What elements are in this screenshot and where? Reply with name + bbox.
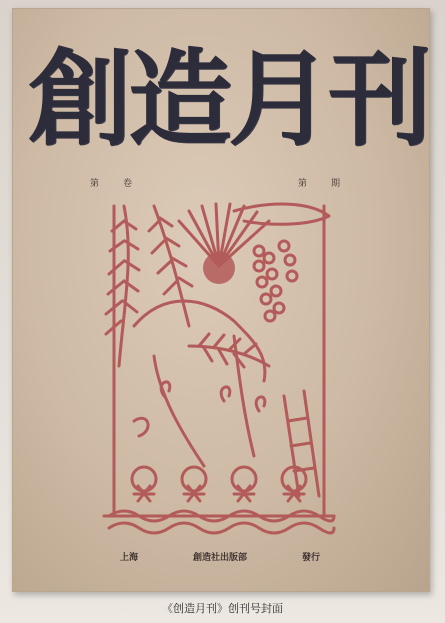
willow-branch-icon: [106, 206, 192, 366]
basket-rim: [234, 204, 329, 224]
wave-line-2: [109, 523, 334, 533]
issue-suffix: 期: [330, 179, 340, 189]
ladder-icon: [284, 391, 319, 496]
image-caption: 《创造月刊》创刊号封面: [162, 602, 283, 615]
magazine-cover: [12, 8, 430, 592]
title-char-2: 造: [128, 37, 229, 160]
hill-shape: [134, 301, 265, 381]
woodcut-illustration: [94, 196, 344, 541]
volume-suffix: 卷: [123, 179, 133, 189]
sun-icon: [203, 252, 235, 284]
issue-prefix: 第: [297, 179, 307, 189]
footer-issue: 發行: [301, 552, 320, 563]
figure-outline: [154, 336, 254, 466]
title-char-3: 月: [228, 37, 329, 160]
title-char-1: 創: [28, 37, 129, 160]
grapes-icon: [254, 241, 297, 321]
issue-label: [298, 176, 340, 192]
footer-publisher: 創造社出版部: [192, 552, 247, 563]
publisher-line: [120, 548, 320, 564]
title-char-4: 刊: [328, 37, 429, 160]
volume-label: [90, 176, 132, 192]
volume-issue-line: [90, 176, 340, 192]
skull-row-icon: [132, 467, 306, 501]
palm-frond-icon: [189, 334, 269, 367]
footer-place: 上海: [120, 552, 139, 563]
volume-prefix: 第: [90, 179, 100, 189]
magazine-title: [28, 26, 429, 171]
